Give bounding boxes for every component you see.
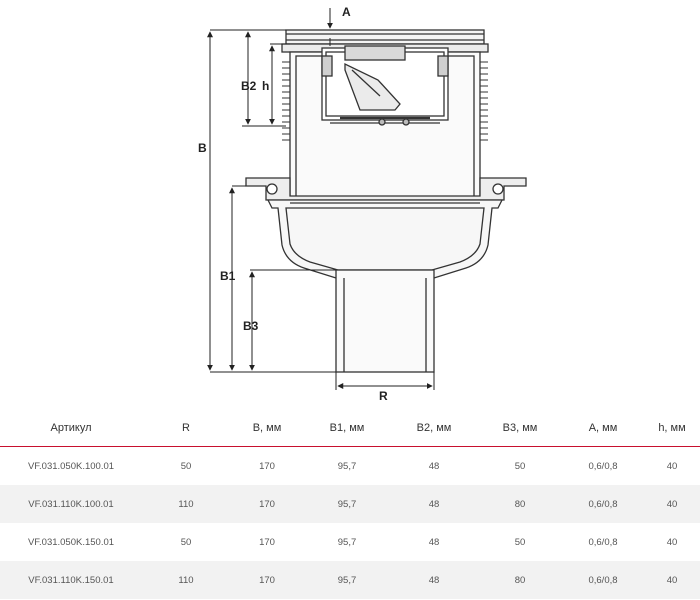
cell-A: 0,6/0,8 — [588, 460, 618, 472]
cell-h: 40 — [666, 536, 678, 548]
drain-body — [246, 30, 526, 372]
label-B1: B1 — [220, 269, 236, 283]
header-h: h, мм — [644, 410, 700, 447]
cell-B1: 95,7 — [304, 485, 390, 523]
cell-article: VF.031.110K.100.01 — [0, 485, 142, 523]
label-A: A — [342, 5, 351, 19]
cell-R: 110 — [142, 485, 230, 523]
cell-h: 40 — [666, 460, 678, 472]
cell-B: 170 — [259, 536, 275, 548]
header-R: R — [142, 410, 230, 447]
cell-B2: 48 — [428, 460, 440, 472]
cell-B2: 48 — [390, 561, 478, 599]
cell-B1: 95,7 — [304, 561, 390, 599]
outlet-pipe — [336, 270, 434, 372]
grate-frame — [286, 30, 484, 44]
header-B: B, мм — [230, 410, 304, 447]
label-h: h — [262, 79, 270, 93]
cell-B3: 80 — [478, 485, 562, 523]
header-B1: B1, мм — [304, 410, 390, 447]
cell-R: 50 — [180, 536, 192, 548]
cell-B: 170 — [230, 485, 304, 523]
cell-B: 170 — [230, 561, 304, 599]
cell-article: VF.031.050K.100.01 — [27, 460, 115, 472]
table-row — [0, 523, 700, 561]
header-article: Артикул — [0, 410, 142, 447]
table-row — [0, 561, 700, 599]
specification-table — [0, 410, 700, 599]
cell-A: 0,6/0,8 — [588, 536, 618, 548]
label-R: R — [379, 389, 388, 403]
cell-B3: 80 — [478, 561, 562, 599]
header-B2: B2, мм — [390, 410, 478, 447]
cell-R: 110 — [142, 561, 230, 599]
cell-B3: 50 — [514, 460, 526, 472]
label-B2: B2 — [241, 79, 257, 93]
cell-h: 40 — [644, 561, 700, 599]
table-row — [0, 485, 700, 523]
cell-B1: 95,7 — [337, 536, 357, 548]
header-B3: B3, мм — [478, 410, 562, 447]
cell-R: 50 — [180, 460, 192, 472]
label-B3: B3 — [243, 319, 259, 333]
cell-B1: 95,7 — [337, 460, 357, 472]
cell-B2: 48 — [428, 536, 440, 548]
label-B: B — [198, 141, 207, 155]
cell-A: 0,6/0,8 — [562, 561, 644, 599]
cell-B3: 50 — [514, 536, 526, 548]
table-row — [0, 447, 700, 486]
drain-bowl — [268, 200, 502, 278]
cell-B: 170 — [259, 460, 275, 472]
cell-h: 40 — [644, 485, 700, 523]
cell-B2: 48 — [390, 485, 478, 523]
cell-article: VF.031.110K.150.01 — [0, 561, 142, 599]
table-header-row — [0, 410, 700, 447]
cell-A: 0,6/0,8 — [562, 485, 644, 523]
header-A: A, мм — [562, 410, 644, 447]
cell-article: VF.031.050K.150.01 — [27, 536, 115, 548]
